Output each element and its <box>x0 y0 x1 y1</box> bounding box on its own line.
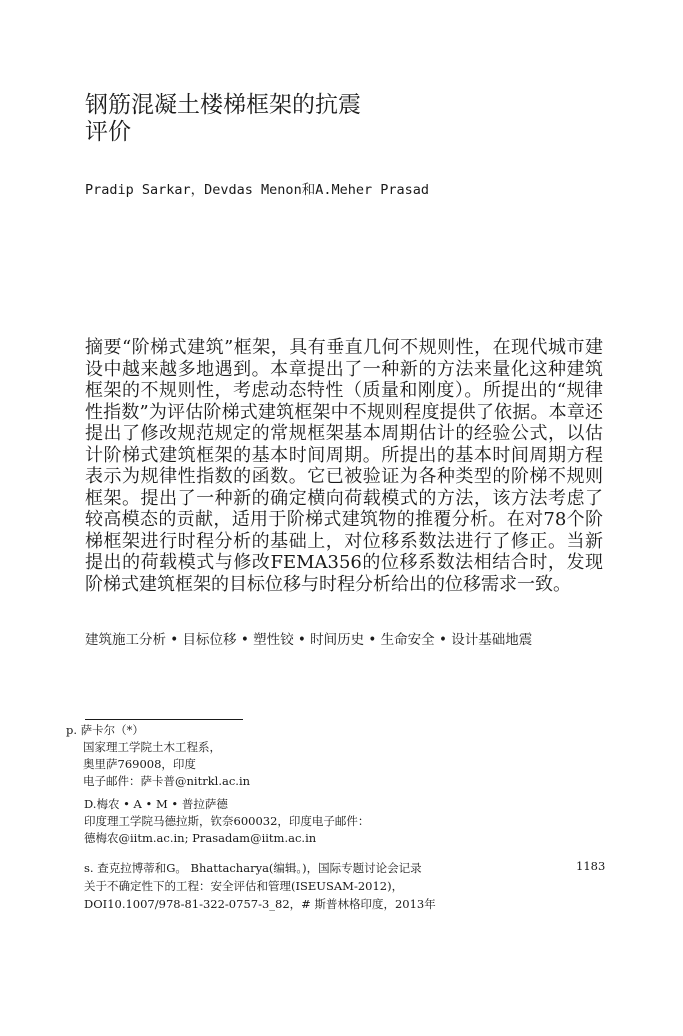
keywords: 建筑施工分析 • 目标位移 • 塑性铰 • 时间历史 • 生命安全 • 设计基础地震 <box>85 632 533 648</box>
affiliation-line: p. 萨卡尔（*） <box>66 723 144 737</box>
affiliation-line: 奥里萨769008，印度 <box>83 757 196 771</box>
title-line: 评价 <box>85 119 131 145</box>
affiliation-email: 德梅农@iitm.ac.in; Prasadam@iitm.ac.in <box>84 831 317 845</box>
page-number: 1183 <box>576 859 606 873</box>
author-list: Pradip Sarkar，Devdas Menon和A.Meher Prasad <box>85 182 429 198</box>
citation-block <box>84 859 436 913</box>
paper-title <box>85 92 505 146</box>
footnote-divider <box>85 719 243 720</box>
citation-line: 关于不确定性下的工程：安全评估和管理(ISEUSAM-2012)， <box>84 879 404 893</box>
author-affiliation-sarkar <box>66 722 250 790</box>
citation-line: s. 查克拉博蒂和G。 Bhattacharya(编辑。)，国际专题讨论会记录 <box>84 861 422 875</box>
affiliation-line: 印度理工学院马德拉斯，钦奈600032，印度电子邮件： <box>84 814 370 828</box>
affiliation-line: 国家理工学院土木工程系， <box>83 740 221 754</box>
title-line: 钢筋混凝土楼梯框架的抗震 <box>85 92 361 118</box>
citation-doi: DOI10.1007/978-81-322-0757-3_82，# 斯普林格印度，2013年 <box>84 897 436 911</box>
affiliation-line: D.梅农 • A • M • 普拉萨德 <box>84 797 228 811</box>
abstract: 摘要“阶梯式建筑”框架，具有垂直几何不规则性，在现代城市建设中越来越多地遇到。本章提出了一种新的方法来量化这种建筑框架的不规则性，考虑动态特性（质量和刚度）。所提出的“规律性指数”为评估阶梯式建筑框架中不规则程度提供了依据。本章还提出了修改规范规定的常规框架基本周期估计的经验公式，以估计阶梯式建筑框架的基本时间周期。所提出的基本时间周期方程表示为规律性指数的函数。它已被验证为各种类型的阶梯不规则框架。提出了一种新的确定横向荷载模式的方法，该方法考虑了较高模态的贡献，适用于阶梯式建筑物的推覆分析。在对78个阶梯框架进行时程分析的基础上，对位移系数法进行了修正。当新提出的荷载模式与修改FEMA356的位移系数法相结合时，发现阶梯式建筑框架的目标位移与时程分析给出的位移需求一致。 <box>85 337 603 595</box>
author-affiliation-menon-prasad <box>84 796 369 847</box>
affiliation-email: 电子邮件：萨卡普@nitrkl.ac.in <box>83 774 251 788</box>
